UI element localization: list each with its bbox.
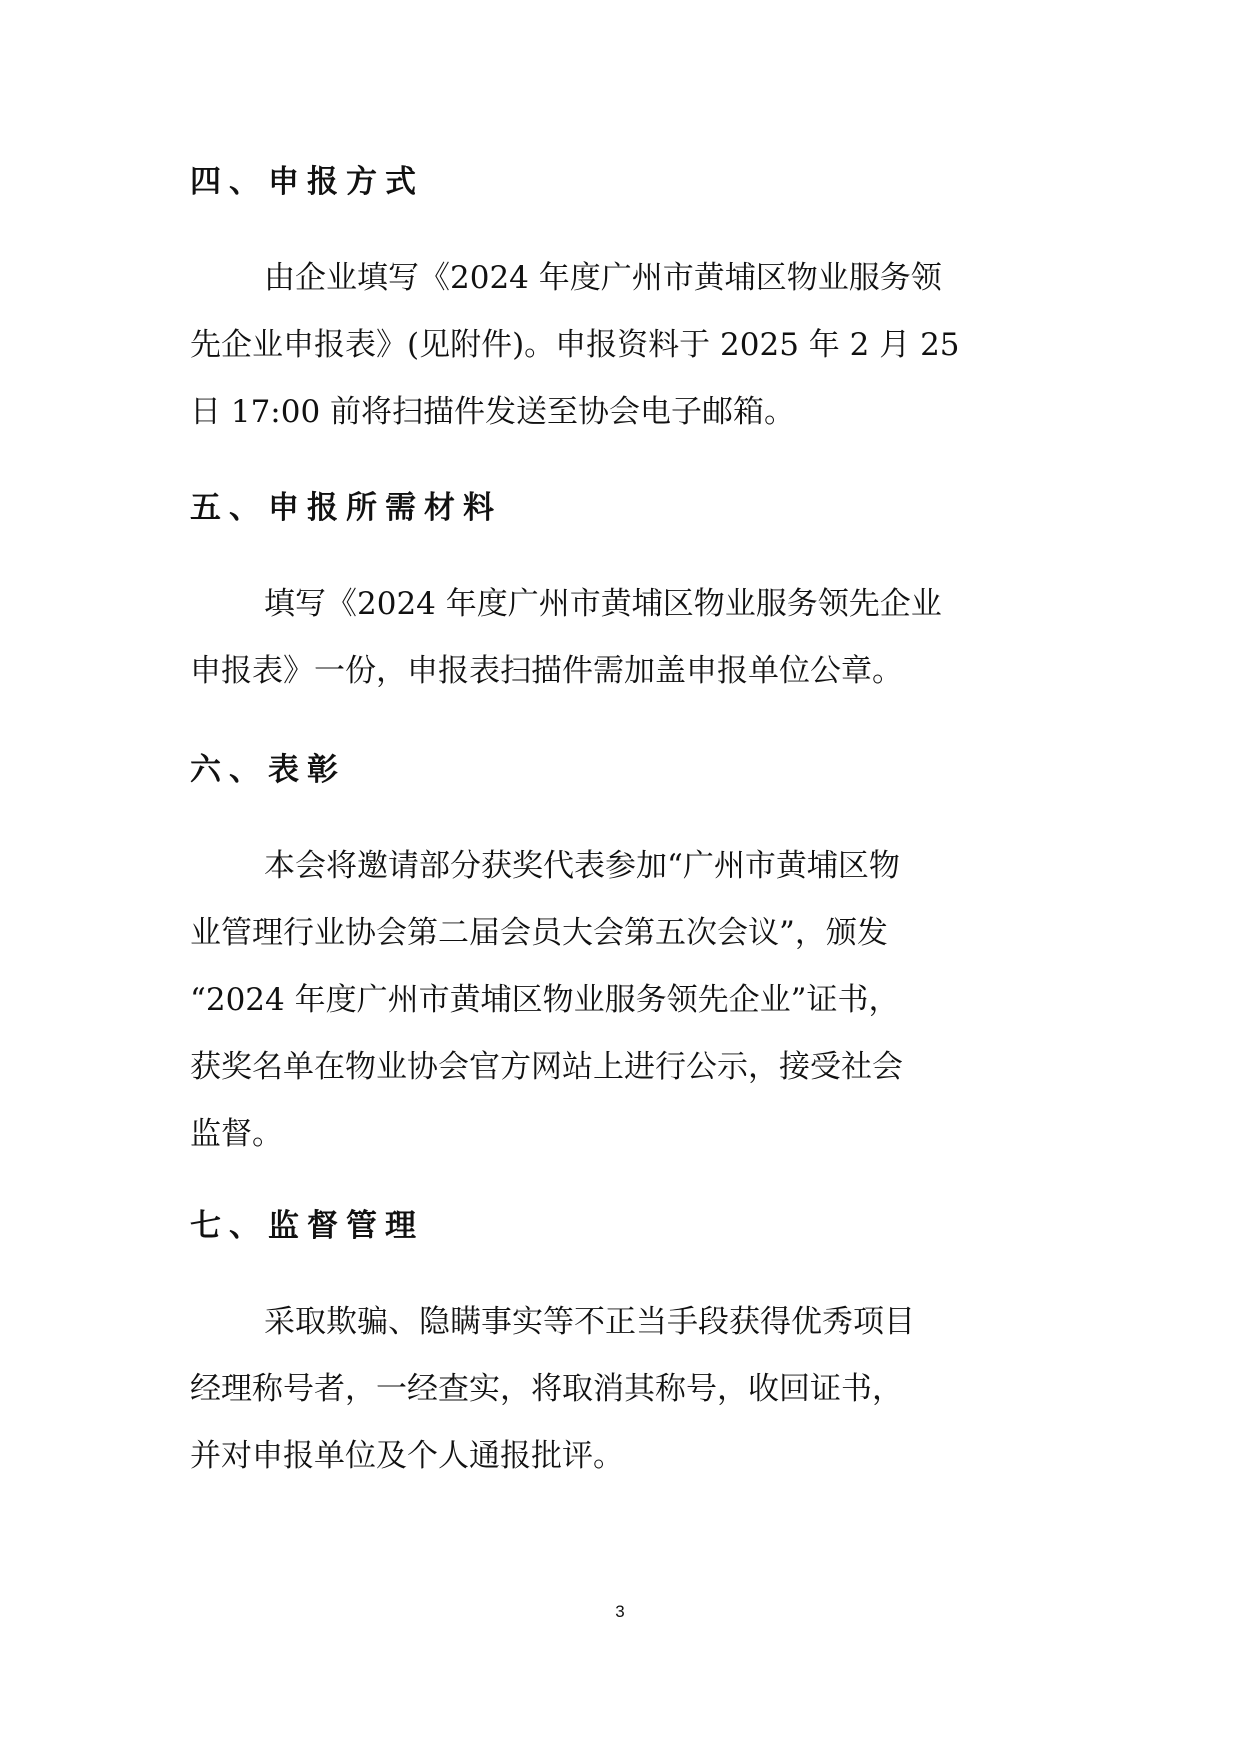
section-heading: 六、表彰 bbox=[190, 752, 346, 788]
paragraph-line: 申报表》一份，申报表扫描件需加盖申报单位公章。 bbox=[190, 653, 903, 689]
section-application-method bbox=[190, 152, 1060, 442]
section-commendation bbox=[190, 740, 1060, 1164]
section-heading: 七、监督管理 bbox=[190, 1208, 424, 1244]
paragraph-line: 本会将邀请部分获奖代表参加“广州市黄埔区物 bbox=[264, 848, 900, 884]
page-number: 3 bbox=[615, 1602, 625, 1621]
paragraph-line: 采取欺骗、隐瞒事实等不正当手段获得优秀项目 bbox=[264, 1304, 915, 1340]
section-supervision bbox=[190, 1196, 1060, 1486]
section-paragraph bbox=[190, 574, 1060, 701]
section-paragraph bbox=[190, 248, 1060, 442]
paragraph-line: 获奖名单在物业协会官方网站上进行公示，接受社会 bbox=[190, 1049, 903, 1085]
paragraph-line: 填写《2024 年度广州市黄埔区物业服务领先企业 bbox=[264, 586, 942, 622]
paragraph-line: 由企业填写《2024 年度广州市黄埔区物业服务领 bbox=[264, 260, 942, 296]
paragraph-line: 先企业申报表》(见附件)。申报资料于 2025 年 2 月 25 bbox=[190, 327, 960, 363]
section-heading: 五、申报所需材料 bbox=[190, 490, 502, 526]
section-paragraph bbox=[190, 836, 1060, 1164]
section-required-materials bbox=[190, 478, 1060, 701]
paragraph-line: 日 17:00 前将扫描件发送至协会电子邮箱。 bbox=[190, 394, 796, 430]
section-heading: 四、申报方式 bbox=[190, 164, 424, 200]
section-paragraph bbox=[190, 1292, 1060, 1486]
paragraph-line: 业管理行业协会第二届会员大会第五次会议”，颁发 bbox=[190, 915, 888, 951]
paragraph-line: 监督。 bbox=[190, 1116, 283, 1152]
paragraph-line: “2024 年度广州市黄埔区物业服务领先企业”证书， bbox=[190, 982, 900, 1018]
paragraph-line: 经理称号者，一经查实，将取消其称号，收回证书， bbox=[190, 1371, 903, 1407]
paragraph-line: 并对申报单位及个人通报批评。 bbox=[190, 1438, 624, 1474]
